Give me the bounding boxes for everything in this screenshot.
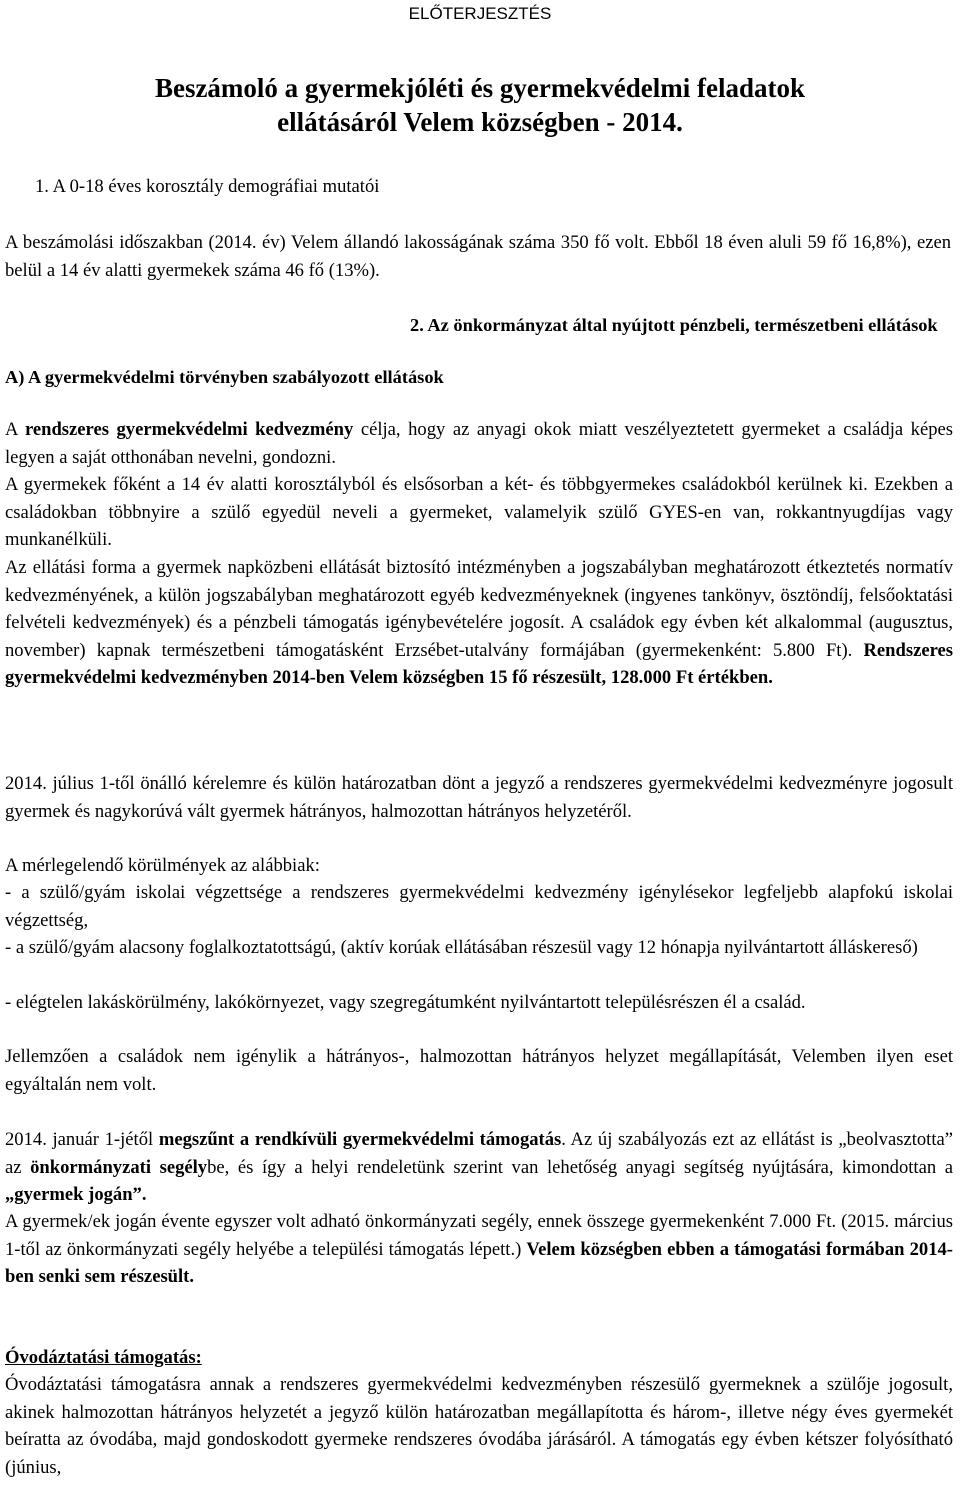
section-1-heading: 1. A 0-18 éves korosztály demográfiai mutatói (35, 176, 380, 197)
criteria-item-1: - a szülő/gyám iskolai végzettsége a rendszeres gyermekvédelmi kedvezmény igénylésekor legfeljebb alapfokú iskolai végzettség, (5, 882, 953, 931)
paragraph-rgyk-goal: A rendszeres gyermekvédelmi kedvezmény célja, hogy az anyagi okok miatt veszélyeztetett gyermeket a családja képes legyen a saját otthonában nevelni, gondozni. (5, 419, 953, 468)
document-header-label: ELŐTERJESZTÉS (408, 4, 552, 23)
paragraph-july-rule: 2014. július 1-től önálló kérelemre és külön határozatban dönt a jegyző a rendszeres gyermekvédelmi kedvezményre jogosult gyermek és nagykorúvá vált gyermek hátrányos, halmozottan hátrányos helyzetéről. (5, 773, 953, 822)
title-line-1: Beszámoló a gyermekjóléti és gyermekvédelmi feladatok (154, 73, 806, 103)
criteria-item-3: - elégtelen lakáskörülmény, lakókörnyezet, vagy szegregátumként nyilvántartott településrészen él a család. (5, 992, 806, 1013)
section-2-subheading: A) A gyermekvédelmi törvényben szabályozott ellátások (5, 367, 444, 387)
rgyk-term: rendszeres gyermekvédelmi kedvezmény (24, 419, 354, 440)
document-title (0, 71, 960, 139)
section-3-heading: Óvodáztatási támogatás: (5, 1347, 202, 1368)
criteria-item-2: - a szülő/gyám alacsony foglalkoztatottságú, (aktív korúak ellátásában részesül vagy 12 hónapja nyilvántartott álláskereső) (5, 937, 918, 958)
paragraph-benefit-form: Az ellátási forma a gyermek napközbeni ellátását biztosító intézményben a jogszabályban meghatározott étkeztetés normatív kedvezményének, a külön jogszabályban meghatározott egyéb kedvezményeknek (ingyenes tankönyv, ösztöndíj, felsőoktatási felvételi kedvezmények) és a pénzbeli támogatás igénybevételére jogosít. A családok egy évben két alkalommal (augusztus, november) kapnak természetbeni támogatásként Erzsébet-utalvány formájában (gyermekenként: 5.800 Ft). Rendszeres gyermekvédelmi kedvezményben 2014-ben Velem községben 15 fő részesült, 128.000 Ft értékben. (5, 557, 953, 689)
section-2-heading: 2. Az önkormányzat által nyújtott pénzbeli, természetbeni ellátások (410, 315, 938, 335)
allowance-summary: Velem községben ebben a támogatási formában 2014-ben senki sem részesült. (5, 1238, 953, 1288)
section-1-text: A beszámolási időszakban (2014. év) Velem állandó lakosságának száma 350 fő volt. Ebből 18 éven aluli 59 fő 16,8%), ezen belül a 14 év alatti gyermekek száma 46 fő (13%). (5, 232, 951, 281)
rgyk-summary: Rendszeres gyermekvédelmi kedvezményben 2014-ben Velem községben 15 fő részesült, 128.000 Ft értékben. (5, 639, 953, 689)
paragraph-typically: Jellemzően a családok nem igénylik a hátrányos-, halmozottan hátrányos helyzet megállapítását, Velemben ilyen eset egyáltalán nem volt. (5, 1046, 953, 1095)
paragraph-extraordinary-support: 2014. január 1-jétől megszűnt a rendkívüli gyermekvédelmi támogatás. Az új szabályozás ezt az ellátást is „beolvasztotta” az önkormányzati segélybe, és így a helyi rendeletünk szerint van lehetőség anyagi segítség nyújtására, kimondottan a „gyermek jogán”. (5, 1129, 953, 1206)
paragraph-criteria-intro: A mérlegelendő körülmények az alábbiak: (5, 855, 320, 876)
paragraph-children: A gyermekek főként a 14 év alatti korosztályból és elsősorban a két- és többgyermekes családokból kerülnek ki. Ezekben a családokban többnyire a szülő egyedül neveli a gyermeket, valamelyik szülő GYES-en van, rokkantnyugdíjas vagy munkanélküli. (5, 474, 953, 551)
title-line-2: ellátásáról Velem községben - 2014. (277, 107, 683, 137)
section-3-text: Óvodáztatási támogatásra annak a rendszeres gyermekvédelmi kedvezményben részesülő gyermeknek a szülője jogosult, akinek halmozottan hátrányos helyzetét a jegyző külön határozatban megállapította és három-, illetve négy éves gyermekét beíratta az óvodába, majd gondoskodott gyermeke rendszeres óvodába járásáról. A támogatás egy évben kétszer folyósítható (június, (5, 1374, 953, 1478)
paragraph-child-allowance: A gyermek/ek jogán évente egyszer volt adható önkormányzati segély, ennek összege gyermekenként 7.000 Ft. (2015. március 1-től az önkormányzati segély helyébe a települési támogatás lépett.) Velem községben ebben a támogatási formában 2014-ben senki sem részesült. (5, 1211, 953, 1288)
